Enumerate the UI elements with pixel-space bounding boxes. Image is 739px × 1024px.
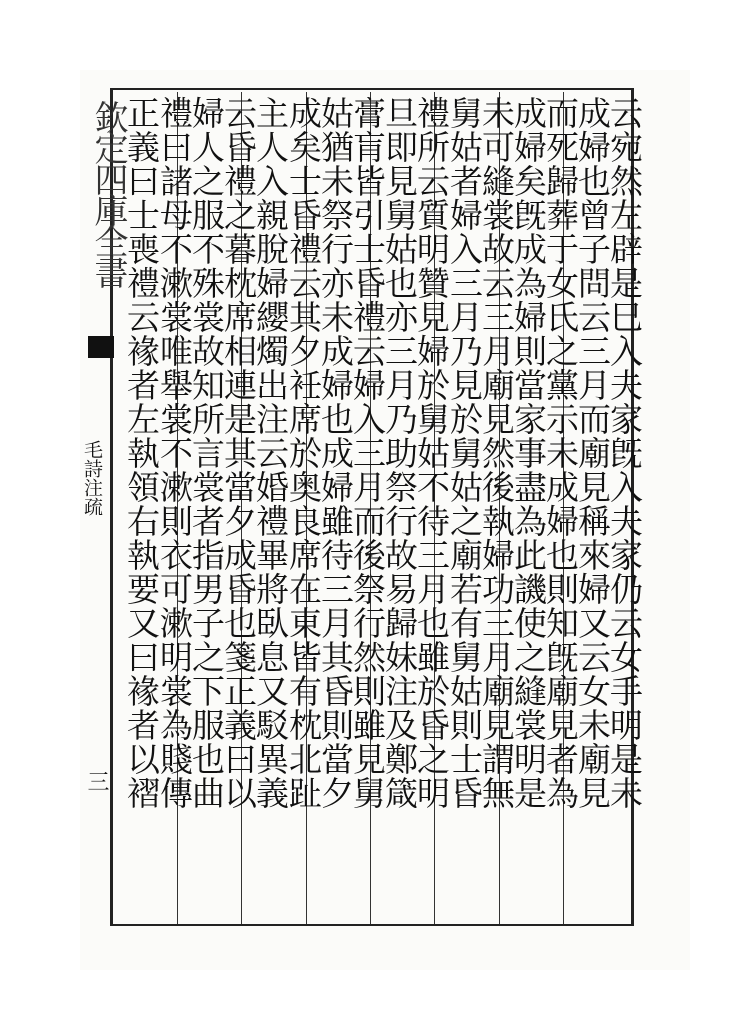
text-column-14: 婦人之服不殊裳故知所言裳者指男子之下服也曲	[187, 96, 226, 810]
text-column-16: 正義曰士喪禮云褖者左執領右執要又曰褖者以褶	[122, 96, 161, 810]
text-column-6: 舅姑者婦入三月乃見於舅姑之廟若有舅姑則士昏	[445, 96, 484, 810]
fishtail-mark	[88, 336, 114, 358]
margin-book-title: 毛詩注疏	[81, 440, 103, 516]
text-column-5: 未可縫裳故云三月廟見然後執婦功三月廟見謂無	[477, 96, 516, 810]
text-column-12: 主人入親脫婦纓燭出注云婚禮畢將臥息又駁異義	[251, 96, 290, 810]
text-column-8: 旦即見舅姑也亦三月乃助祭行故易歸妹注及鄭箴	[380, 96, 419, 810]
text-column-13: 云昏禮之暮枕席相連是其當夕成昏也箋正義曰以	[219, 96, 258, 810]
text-column-11: 成矣士昏禮云其夕衽席於奥良席在東皆有枕北趾	[284, 96, 323, 810]
text-column-9: 膏肓皆引士昏禮云婦入三月而後祭行然則雖見舅	[348, 96, 387, 810]
frame-top-rule	[110, 88, 634, 90]
text-column-7: 禮所云質明贊見婦於舅姑不待三月也雖於昏之明	[412, 96, 451, 810]
margin-series-title: 欽定四庫全書	[88, 100, 128, 286]
text-column-2: 成婦也曾子問云三月而廟見稱來婦又云女未廟見	[573, 96, 612, 810]
text-column-15: 禮曰諸母不漱裳唯舉裳不漱則衣可漱明裳為賤傳	[155, 96, 194, 810]
page-number: 三	[84, 770, 109, 792]
frame-bottom-rule	[110, 924, 634, 926]
text-column-3: 而死歸葬于女氏之黨示未成婦也則知旣廟見者為	[541, 96, 580, 810]
text-column-4: 成婦矣旣成為婦則當家事盡為此譏使之縫裳明是	[509, 96, 548, 810]
text-column-10: 姑猶未祭行亦未成婦也成婦雖待三月其昏則當夕	[316, 96, 355, 810]
text-column-1: 云宛然左辟是巳入夫家旣入夫家仍云女手明是未	[605, 96, 644, 810]
